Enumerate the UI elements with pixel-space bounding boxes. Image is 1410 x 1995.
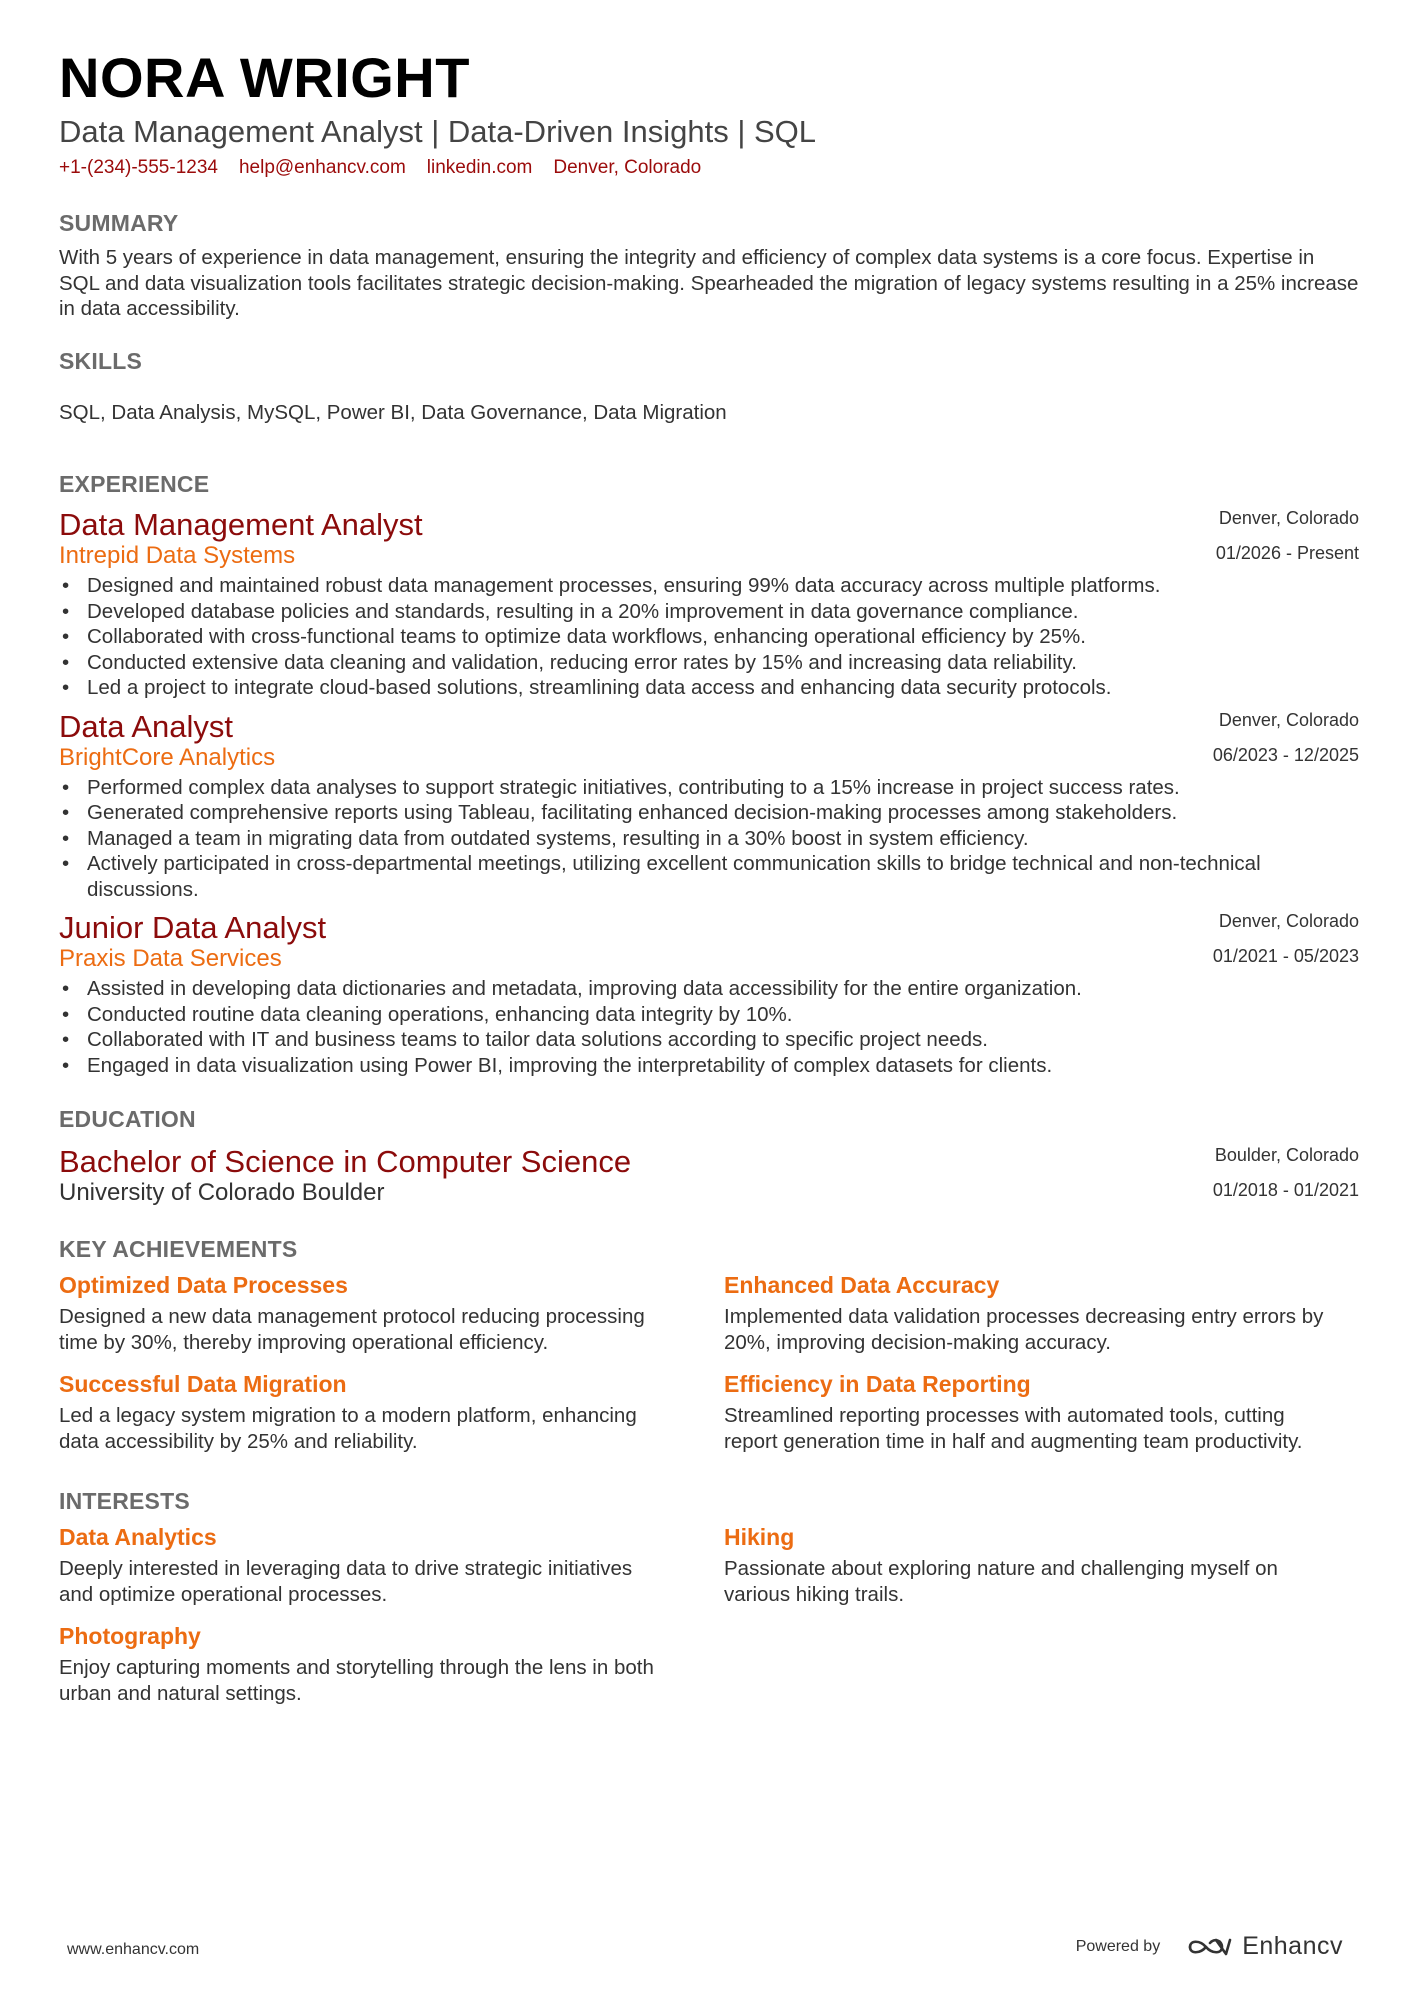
resume-page	[59, 42, 1359, 1720]
job-bullets	[59, 775, 1359, 903]
bullet-item: • Assisted in developing data dictionaries and metadata, improving data accessibility for the entire organization.	[59, 976, 1359, 1002]
job-dates: 01/2021 - 05/2023	[1212, 946, 1359, 966]
bullet-item: • Actively participated in cross-departmental meetings, utilizing excellent communication skills to bridge technical and non-technical discussions.	[59, 851, 1359, 902]
education-section	[59, 1104, 1359, 1208]
job-location: Denver, Colorado	[1218, 508, 1359, 528]
job-meta	[1213, 910, 1359, 967]
footer-website-link[interactable]: www.enhancv.com	[67, 1941, 200, 1958]
bullet-item: • Engaged in data visualization using Power BI, improving the interpretability of complex datasets for clients.	[59, 1053, 1359, 1079]
job-meta	[1213, 709, 1359, 766]
enhancv-logo-icon	[1186, 1934, 1232, 1960]
bullet-item: • Collaborated with IT and business teams to tailor data solutions according to specific project needs.	[59, 1027, 1359, 1053]
achievement-text: Led a legacy system migration to a modern platform, enhancing data accessibility by 25% and reliability.	[59, 1404, 637, 1453]
achievements-section	[59, 1234, 1359, 1468]
education-meta	[1213, 1144, 1359, 1201]
job-company: BrightCore Analytics	[59, 743, 276, 771]
summary-text: With 5 years of experience in data management, ensuring the integrity and efficiency of complex data systems is a core focus. Expertise in SQL and data visualization tools facilitates strategic decision-making. Spearheaded the migration of legacy systems resulting in a 25% increase in data accessibility.	[59, 246, 1359, 320]
education-location: Boulder, Colorado	[1214, 1145, 1359, 1165]
achievement-item	[59, 1369, 724, 1468]
job-company: Intrepid Data Systems	[59, 542, 296, 569]
achievement-text: Designed a new data management protocol reducing processing time by 30%, thereby improving operational efficiency.	[59, 1305, 645, 1354]
achievement-item	[724, 1369, 1359, 1468]
bullet-item: • Conducted routine data cleaning operations, enhancing data integrity by 10%.	[59, 1002, 1359, 1028]
job-entry	[59, 709, 1359, 903]
interest-title: Hiking	[724, 1524, 795, 1550]
achievements-grid	[59, 1270, 1359, 1468]
experience-section	[59, 469, 1359, 1078]
bullet-item: • Designed and maintained robust data management processes, ensuring 99% data accuracy across multiple platforms.	[59, 573, 1359, 599]
bullet-item: • Collaborated with cross-functional teams to optimize data workflows, enhancing operational efficiency by 25%.	[59, 624, 1359, 650]
job-meta	[1216, 507, 1359, 564]
summary-heading: SUMMARY	[59, 210, 179, 236]
achievement-item	[59, 1270, 724, 1369]
education-heading: EDUCATION	[59, 1106, 196, 1132]
brand-name: Enhancv	[1242, 1932, 1343, 1960]
candidate-name: NORA WRIGHT	[59, 46, 470, 109]
interests-section	[59, 1486, 1359, 1720]
job-title: Data Analyst	[59, 708, 234, 744]
skills-text: SQL, Data Analysis, MySQL, Power BI, Data Governance, Data Migration	[59, 400, 727, 424]
achievement-title: Enhanced Data Accuracy	[724, 1272, 1000, 1298]
bullet-item: • Developed database policies and standards, resulting in a 20% improvement in data governance compliance.	[59, 599, 1359, 625]
achievement-title: Successful Data Migration	[59, 1371, 347, 1397]
bullet-item: • Conducted extensive data cleaning and validation, reducing error rates by 15% and increasing data reliability.	[59, 650, 1359, 676]
interest-text: Passionate about exploring nature and challenging myself on various hiking trails.	[724, 1557, 1278, 1606]
job-title: Junior Data Analyst	[59, 910, 327, 945]
enhancv-brand-link[interactable]	[1186, 1932, 1343, 1961]
powered-by-text: Powered by	[1075, 1937, 1161, 1955]
interest-item	[59, 1522, 724, 1621]
headline: Data Management Analyst | Data-Driven Insights | SQL	[59, 114, 817, 149]
achievement-text: Streamlined reporting processes with automated tools, cutting report generation time in half and augmenting team productivity.	[724, 1404, 1303, 1453]
interest-title: Photography	[59, 1623, 201, 1649]
interest-item	[59, 1621, 724, 1720]
interests-grid	[59, 1522, 1359, 1720]
interests-heading: INTERESTS	[59, 1488, 190, 1514]
job-dates: 06/2023 - 12/2025	[1212, 744, 1359, 765]
experience-heading: EXPERIENCE	[59, 471, 210, 497]
bullet-item: • Led a project to integrate cloud-based solutions, streamlining data access and enhancing data security protocols.	[59, 675, 1359, 701]
summary-section	[59, 208, 1359, 322]
job-bullets	[59, 976, 1359, 1078]
phone-link[interactable]: +1-(234)-555-1234	[59, 157, 218, 178]
bullet-item: • Managed a team in migrating data from outdated systems, resulting in a 30% boost in system efficiency.	[59, 826, 1359, 852]
skills-heading: SKILLS	[59, 347, 142, 374]
achievement-text: Implemented data validation processes decreasing entry errors by 20%, improving decision-making accuracy.	[724, 1305, 1324, 1354]
job-location: Denver, Colorado	[1218, 709, 1359, 730]
job-dates: 01/2026 - Present	[1215, 543, 1359, 563]
interest-text: Deeply interested in leveraging data to drive strategic initiatives and optimize operational processes.	[59, 1557, 633, 1606]
footer-branding	[1076, 1932, 1343, 1961]
email-link[interactable]: help@enhancv.com	[238, 157, 406, 178]
job-location: Denver, Colorado	[1218, 911, 1359, 931]
job-bullets	[59, 573, 1359, 701]
location-text: Denver, Colorado	[553, 157, 702, 178]
degree-title: Bachelor of Science in Computer Science	[59, 1144, 632, 1179]
achievement-title: Optimized Data Processes	[59, 1272, 348, 1298]
contact-bar	[59, 156, 1359, 180]
school-name: University of Colorado Boulder	[59, 1179, 385, 1206]
linkedin-link[interactable]: linkedin.com	[426, 157, 533, 178]
job-company: Praxis Data Services	[59, 945, 282, 972]
interest-title: Data Analytics	[59, 1524, 217, 1550]
skills-section	[59, 346, 1359, 426]
bullet-item: • Performed complex data analyses to support strategic initiatives, contributing to a 15% increase in project success rates.	[59, 775, 1359, 801]
achievement-item	[724, 1270, 1359, 1369]
job-title: Data Management Analyst	[59, 507, 423, 542]
education-entry	[59, 1144, 1359, 1208]
job-entry	[59, 910, 1359, 1078]
achievement-title: Efficiency in Data Reporting	[724, 1371, 1031, 1397]
achievements-heading: KEY ACHIEVEMENTS	[59, 1236, 298, 1262]
bullet-item: • Generated comprehensive reports using Tableau, facilitating enhanced decision-making processes among stakeholders.	[59, 800, 1359, 826]
interest-text: Enjoy capturing moments and storytelling through the lens in both urban and natural settings.	[59, 1656, 654, 1705]
job-entry	[59, 507, 1359, 701]
interest-item	[724, 1522, 1359, 1621]
education-dates: 01/2018 - 01/2021	[1212, 1180, 1359, 1200]
